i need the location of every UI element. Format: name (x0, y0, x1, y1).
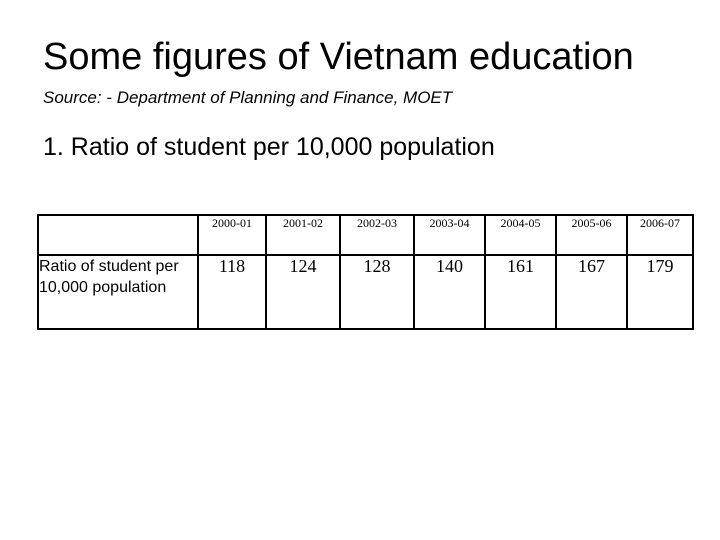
table-row (38, 255, 693, 329)
value-cell: 140 (414, 255, 485, 329)
value-cell: 161 (485, 255, 556, 329)
value-cell: 124 (266, 255, 340, 329)
value-cell: 167 (556, 255, 627, 329)
value-cell: 128 (340, 255, 414, 329)
year-header: 2006-07 (627, 215, 693, 255)
row-label: Ratio of student per 10,000 population (38, 255, 198, 329)
source-note: Source: - Department of Planning and Finance, MOET (43, 88, 453, 107)
year-header: 2003-04 (414, 215, 485, 255)
year-header: 2000-01 (198, 215, 266, 255)
year-header: 2002-03 (340, 215, 414, 255)
value-cell: 118 (198, 255, 266, 329)
ratio-table (37, 214, 694, 330)
header-row (38, 215, 693, 255)
year-header: 2004-05 (485, 215, 556, 255)
slide-title: Some figures of Vietnam education (43, 36, 634, 78)
corner-cell (38, 215, 198, 255)
value-cell: 179 (627, 255, 693, 329)
year-header: 2005-06 (556, 215, 627, 255)
year-header: 2001-02 (266, 215, 340, 255)
section-heading: 1. Ratio of student per 10,000 population (43, 133, 495, 161)
